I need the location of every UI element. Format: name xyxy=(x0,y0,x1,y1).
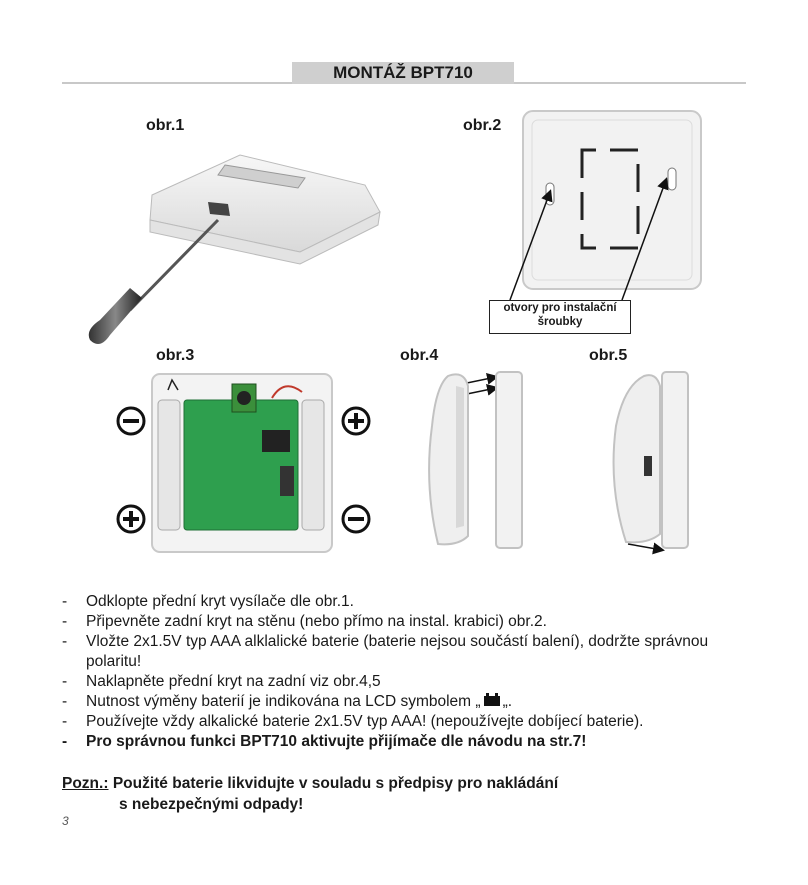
fig2-label: obr.2 xyxy=(463,117,502,134)
fig2-screw-holes-callout xyxy=(489,300,631,334)
fig3-pcb-batteries-illustration xyxy=(112,370,372,555)
note-line2: s nebezpečnými odpady! xyxy=(119,796,304,813)
list-item: - Pro správnou funkci BPT710 aktivujte přijímače dle návodu na str.7! xyxy=(62,732,752,752)
plus-polarity-icon xyxy=(340,405,372,437)
page-title: MONTÁŽ BPT710 xyxy=(292,62,514,84)
fig4-attach-front-cover-illustration xyxy=(418,366,528,551)
list-item: - Naklapněte přední kryt na zadní viz obr.4,5 xyxy=(62,672,752,692)
callout-line1: otvory pro instalační xyxy=(503,302,617,314)
fig4-label: obr.4 xyxy=(400,347,439,364)
fig5-label: obr.5 xyxy=(589,347,628,364)
page-number: 3 xyxy=(62,814,69,828)
minus-polarity-icon xyxy=(115,405,147,437)
note-label: Pozn.: xyxy=(62,775,109,792)
minus-polarity-icon xyxy=(340,503,372,535)
note-line1: Použité baterie likvidujte v souladu s předpisy pro nakládání xyxy=(112,775,559,792)
fig3-label: obr.3 xyxy=(156,347,195,364)
list-item: - Odklopte přední kryt vysílače dle obr.1. xyxy=(62,592,752,612)
list-item: - Vložte 2x1.5V typ AAA alklalické baterie (baterie nejsou součástí balení), dodržte správnou polaritu! xyxy=(62,632,752,672)
battery-step-text-after: „. xyxy=(502,693,513,710)
battery-icon xyxy=(483,693,501,707)
disposal-note xyxy=(62,773,558,815)
list-item: - Používejte vždy alkalické baterie 2x1.5V typ AAA! (nepoužívejte dobíjecí baterie). xyxy=(62,712,752,732)
battery-step-text-before: Nutnost výměny baterií je indikována na LCD symbolem „ xyxy=(86,693,481,710)
plus-polarity-icon xyxy=(115,503,147,535)
callout-line2: šroubky xyxy=(537,316,583,328)
list-item: - Připevněte zadní kryt na stěnu (nebo přímo na instal. krabici) obr.2. xyxy=(62,612,752,632)
fig1-label: obr.1 xyxy=(146,117,185,134)
fig5-closed-cover-illustration xyxy=(604,366,694,551)
instruction-list xyxy=(62,592,752,752)
list-item xyxy=(62,692,752,712)
